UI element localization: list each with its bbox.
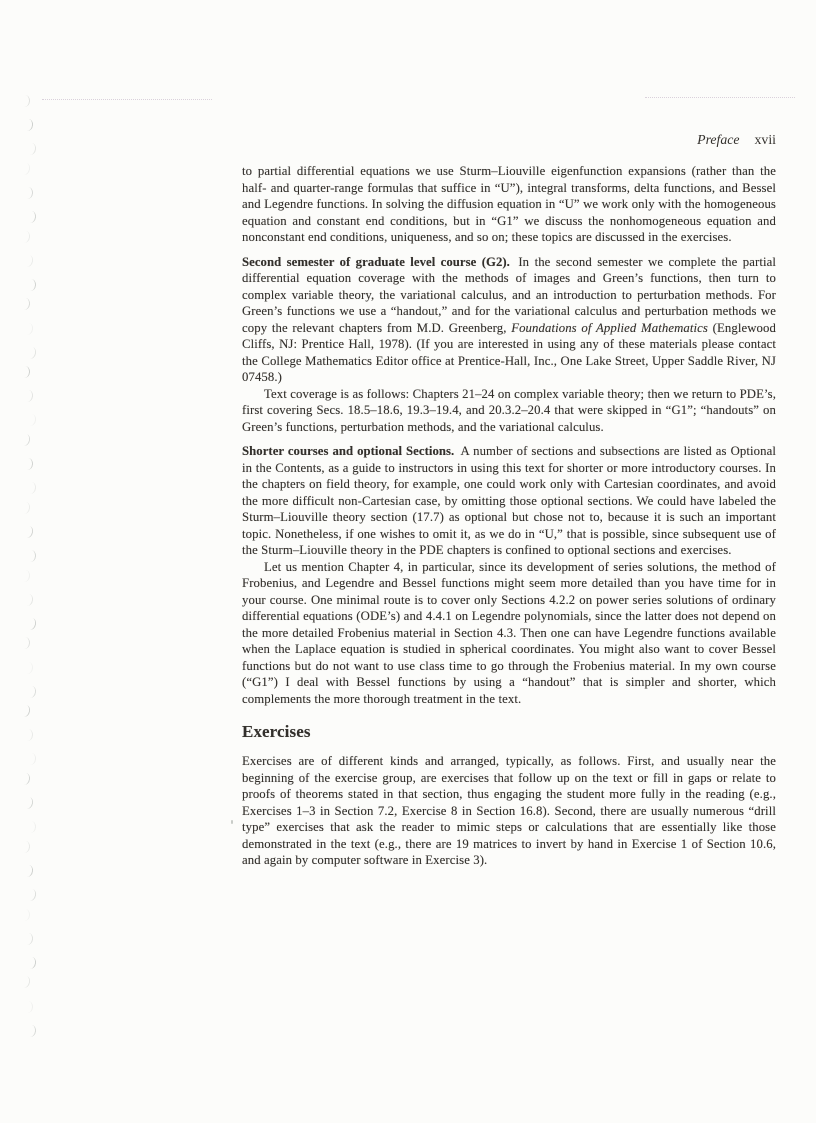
scan-binding-mark [22,637,31,650]
running-title: Preface [697,132,740,147]
scan-binding-mark [24,525,34,538]
paragraph-lead-bold: Shorter courses and optional Sections. [242,444,455,458]
paragraph-text: (Englewood Cliffs, NJ: Prentice Hall, 1978). (If you are interested in using any of these materials please contact the College Mathematics Editor office at Prentice-Hall, Inc., One Lake Street, Upper Saddle River, NJ 07458.) [242,320,776,384]
scan-binding-mark [24,932,33,945]
scan-binding-mark [27,753,36,766]
scan-binding-mark [21,298,30,311]
scan-binding-mark [21,230,31,243]
scan-binding-mark [24,593,34,606]
paragraph-text: A number of sections and subsections are listed as Optional in the Contents, as a guide to instructors in using this text for shorter or more introductory courses. In the chapters on field theory, for example, one could work only with Cartesian coordinates, and avoid the more difficult non-Cartesian case, by omitting those optional sections. We could have labeled the Sturm–Liouville theory section (17.7) as optional but chose not to, because it is such an important topic. Nonetheless, if one wishes to omit it, as we do in “U,” that is possible, since subsequent use of the Sturm–Liouville theory in the PDE chapters is confined to optional sections and exercises. [242,444,776,557]
scan-binding-mark [25,187,34,200]
scan-binding-mark [28,821,37,834]
scan-binding-mark [24,254,34,267]
scan-binding-mark [21,772,31,785]
scan-binding-mark [24,390,33,403]
scan-binding-mark [27,1024,36,1037]
scan-binding-mark [22,366,31,379]
scan-binding-mark [22,908,31,921]
paragraph-chapter-4: Let us mention Chapter 4, in particular, since its development of series solutions, the method of Frobenius, and Legendre and Bessel functions might seem more detailed than you have time for in your course. One minimal route is to cover only Sections 4.2.2 on power series solutions of ordinary differential equations (ODE’s) and 4.4.1 on Legendre polynomials, since the latter does not depend on the more detailed Frobenius material in Section 4.3. Then one can have Legendre functions available when the Laplace equation is studied in spherical coordinates. You might also want to cover Bessel functions but do not want to use class time to go through the Frobenius material. In my own course (“G1”) I deal with Bessel functions by using a “handout” that is simpler and shorter, which complements the more thorough treatment in the text. [242,559,776,706]
page-header [242,132,776,148]
scan-binding-mark [24,661,33,674]
paragraph-shorter-courses [242,443,776,559]
section-heading-exercises: Exercises [242,722,311,741]
scan-binding-mark [21,162,31,175]
scan-binding-mark [24,796,34,809]
scan-binding-mark [21,569,30,582]
scan-binding-mark [27,956,37,969]
scan-binding-mark [21,704,31,717]
scan-binding-mark [21,976,31,989]
scan-binding-mark [28,550,37,563]
scan-binding-mark [28,279,37,292]
scan-binding-artifacts [0,0,50,1123]
paragraph-exercises-description: Exercises are of different kinds and arranged, typically, as follows. First, and usually near the beginning of the exercise group, are exercises that follow up on the text or fill in gaps or relate to proofs of theorems stated in that section, thus engaging the student more fully in the reading (e.g., Exercises 1–3 in Section 7.2, Exercise 8 in Section 16.8). Second, there are usually numerous “drill type” exercises that ask the reader to mimic steps or calculations that are essentially like those demonstrated in the text (e.g., there are 19 matrices to invert by hand in Exercise 1 of Section 10.6, and again by computer software in Exercise 3). [242,754,776,867]
paragraph-text: In the second semester we complete the partial differential equation coverage with the methods of images and Green’s functions, then turn to complex variable theory, the variational calculus, and an introduction to perturbation methods. For Green’s functions we use a “handout,” and for the variational calculus and perturbation methods we copy the relevant chapters from M.D. Greenberg, [242,254,777,335]
page-number: xvii [754,132,776,147]
scan-binding-mark [24,864,34,877]
scan-binding-mark [25,1000,34,1013]
scan-binding-mark [24,119,33,132]
paragraph-second-semester-g2 [242,254,776,386]
scan-binding-mark [22,95,31,108]
paragraph-lead-bold: Second semester of graduate level course (G2). [242,254,510,269]
scan-binding-mark [25,729,34,742]
text-block [242,163,776,869]
paragraph-text-coverage: Text coverage is as follows: Chapters 21–24 on complex variable theory; then we return to PDE’s, first covering Secs. 18.5–18.6, 19.3–19.4, and 20.3.2–20.4 that were skipped in “G1”; “handouts” on Green’s functions, perturbation methods, and the variational calculus. [242,386,776,434]
scan-binding-mark [27,685,37,698]
scan-binding-mark [27,888,37,901]
scan-binding-mark [21,433,31,446]
scan-binding-mark [27,617,37,630]
scan-binding-mark [27,482,36,495]
scan-binding-mark [27,143,37,156]
paragraph-intro-continuation: to partial differential equations we use Sturm–Liouville eigenfunction expansions (rather than the half- and quarter-range formulas that suffice in “U”), integral transforms, delta functions, and Bessel and Legendre functions. In solving the diffusion equation in “U” we work only with the homogeneous equation and constant end conditions, but in “G1” we discuss the nonhomogeneous equation and nonconstant end conditions, uniqueness, and so on; these topics are discussed in the exercises. [242,164,776,244]
book-title-italic: Foundations of Applied Mathematics [511,320,708,335]
scan-binding-mark [27,346,37,359]
scan-speck [231,820,233,824]
scan-binding-mark [24,322,34,335]
scan-binding-mark [27,414,37,427]
scan-edge-dotted-line [645,97,795,98]
scan-binding-mark [21,840,30,853]
scan-edge-dotted-line [42,99,212,100]
scan-binding-mark [25,458,34,471]
scan-binding-mark [27,211,36,224]
scan-binding-mark [21,501,31,514]
